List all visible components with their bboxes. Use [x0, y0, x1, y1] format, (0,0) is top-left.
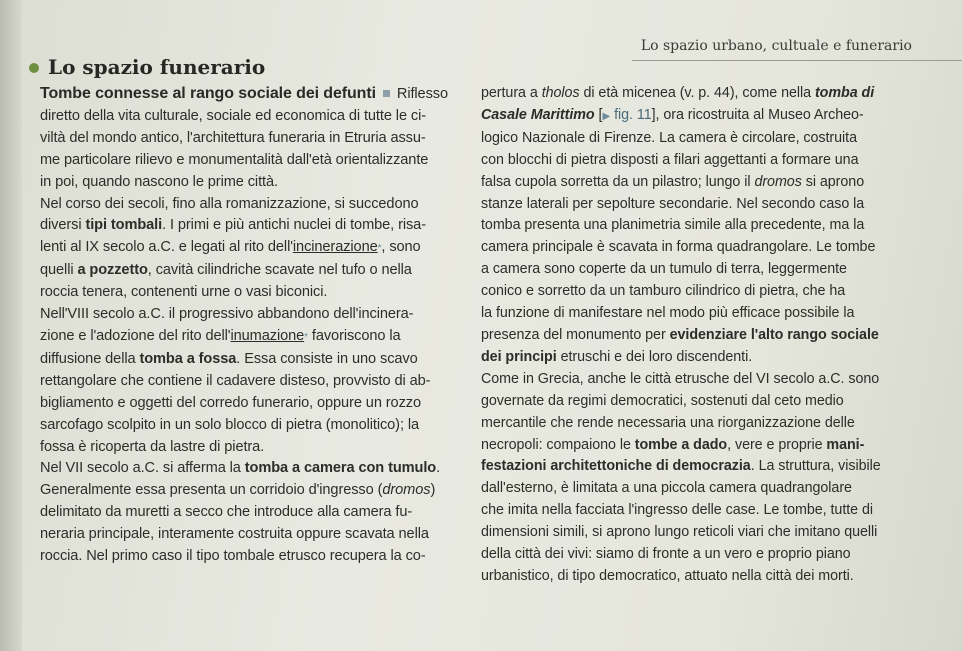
page-binding-shadow	[0, 0, 22, 651]
text-line: governate da regimi democratici, sostenuti dal ceto medio	[481, 392, 844, 409]
square-bullet-icon	[383, 90, 390, 97]
text-line: la funzione di manifestare nel modo più efficace possibile la	[481, 305, 855, 322]
text-line: bigliamento e oggetti del corredo funerario, oppure un rozzo	[40, 394, 421, 411]
text-line: conico e sorretto da un tamburo cilindrico di pietra, che ha	[481, 283, 846, 300]
text-line: lenti al IX secolo a.C. e legati al rito dell'incinerazione*, sono	[40, 239, 421, 256]
text-line: Come in Grecia, anche le città etrusche del VI secolo a.C. sono	[481, 370, 880, 387]
text-line: roccia tenera, contenenti urne o vasi biconici.	[40, 284, 328, 301]
text-line: a camera sono coperte da un tumulo di terra, leggermente	[481, 261, 847, 278]
key-term: tomba di	[814, 85, 875, 101]
glossary-marker: *	[377, 243, 382, 255]
key-term: dei principi	[481, 348, 557, 365]
glossary-marker: *	[304, 331, 308, 343]
text-line: presenza del monumento per evidenziare l'alto rango sociale	[481, 326, 879, 343]
text-line: festazioni architettoniche di democrazia. La struttura, visibile	[481, 458, 881, 475]
text-line: fossa è ricoperta da lastre di pietra.	[40, 438, 265, 455]
text-line: mercantile che rende necessaria una riorganizzazione delle	[481, 414, 855, 431]
figure-reference-link[interactable]: fig. 11	[614, 106, 652, 123]
text-line: Generalmente essa presenta un corridoio d'ingresso (dromos)	[40, 482, 436, 499]
text-line: dei principi etruschi e dei loro discendenti.	[481, 348, 753, 365]
text-line: diversi tipi tombali. I primi e più antichi nuclei di tombe, risa-	[40, 217, 426, 234]
text-line: Tombe connesse al rango sociale dei defunti Riflesso	[40, 85, 448, 102]
text-line: con blocchi di pietra disposti a filari aggettanti a formare una	[481, 151, 859, 168]
text-line: delimitato da muretti a secco che introduce alla camera fu-	[40, 504, 413, 521]
left-column	[40, 83, 462, 568]
key-term: festazioni architettoniche di democrazia	[481, 458, 751, 475]
text-line: camera principale è scavata in forma quadrangolare. Le tombe	[481, 239, 876, 256]
paragraph-lead: Tombe connesse al rango sociale dei defunti	[40, 85, 376, 102]
text-line: sarcofago scolpito in un solo blocco di pietra (monolitico); la	[40, 416, 420, 433]
key-term: evidenziare l'alto rango sociale	[669, 326, 879, 343]
key-term: tombe a dado	[634, 436, 728, 453]
text-line: pertura a tholos di età micenea (v. p. 44), come nella tomba di	[481, 85, 875, 101]
key-term: Casale Marittimo	[481, 106, 595, 123]
text-line: stanze laterali per sepolture secondarie. Nel secondo caso la	[481, 195, 865, 212]
text-line: diffusione della tomba a fossa. Essa consiste in uno scavo	[40, 350, 418, 367]
text-line: dimensioni simili, si aprono lungo reticoli viari che imitano quelli	[481, 524, 878, 541]
text-line: roccia. Nel primo caso il tipo tombale etrusco recupera la co-	[40, 548, 426, 565]
text-line: Nel VII secolo a.C. si afferma la tomba a camera con tumulo.	[40, 460, 441, 477]
text-line: in poi, quando nascono le prime città.	[40, 173, 278, 190]
header-rule	[632, 60, 962, 61]
text-line: falsa cupola sorretta da un pilastro; lungo il dromos si aprono	[481, 173, 865, 190]
text-line: quelli a pozzetto, cavità cilindriche scavate nel tufo o nella	[40, 262, 412, 279]
section-bullet-icon	[29, 63, 39, 73]
key-term: tipi tombali	[85, 217, 163, 234]
text-line: zione e l'adozione del rito dell'inumazione* favoriscono la	[40, 327, 401, 344]
key-term: tomba a camera con tumulo	[244, 460, 437, 477]
text-line: me particolare rilievo e monumentalità dall'età orientalizzante	[40, 151, 429, 168]
right-column	[481, 83, 945, 588]
text-line: Nell'VIII secolo a.C. il progressivo abbandono dell'incinera-	[40, 306, 414, 323]
text-line: viltà del mondo antico, l'architettura funeraria in Etruria assu-	[40, 129, 426, 146]
text-line: necropoli: compaiono le tombe a dado, vere e proprie mani-	[481, 436, 865, 453]
text-line: della città dei vivi: siamo di fronte a un vero e proprio piano	[481, 546, 851, 563]
text-line: neraria principale, interamente costruita oppure scavata nella	[40, 526, 429, 543]
glossary-term[interactable]: incinerazione	[292, 239, 378, 256]
text-line: diretto della vita culturale, sociale ed economica di tutte le ci-	[40, 107, 427, 124]
text-line: Casale Marittimo [▶ fig. 11], ora ricostruita al Museo Archeo-	[481, 106, 864, 123]
text-line: tomba presenta una planimetria simile alla precedente, ma la	[481, 217, 865, 234]
text-line: dall'esterno, è limitata a una piccola camera quadrangolare	[481, 480, 852, 497]
text-line: che imita nella facciata l'ingresso delle case. Le tombe, tutte di	[481, 502, 874, 519]
text-line: Nel corso dei secoli, fino alla romanizzazione, si succedono	[40, 195, 419, 212]
key-term: tomba a fossa	[139, 350, 237, 367]
key-term: mani-	[826, 436, 865, 453]
key-term: a pozzetto	[77, 262, 148, 279]
text-line: logico Nazionale di Firenze. La camera è circolare, costruita	[481, 129, 857, 146]
glossary-term[interactable]: inumazione	[230, 327, 305, 344]
figure-arrow-icon: ▶	[602, 110, 611, 122]
text-line: urbanistico, di tipo democratico, attuato nella città dei morti.	[481, 567, 854, 584]
text-line: rettangolare che contiene il cadavere disteso, provvisto di ab-	[40, 372, 431, 389]
running-header: Lo spazio urbano, cultuale e funerario	[640, 38, 912, 54]
section-title: Lo spazio funerario	[48, 55, 266, 79]
